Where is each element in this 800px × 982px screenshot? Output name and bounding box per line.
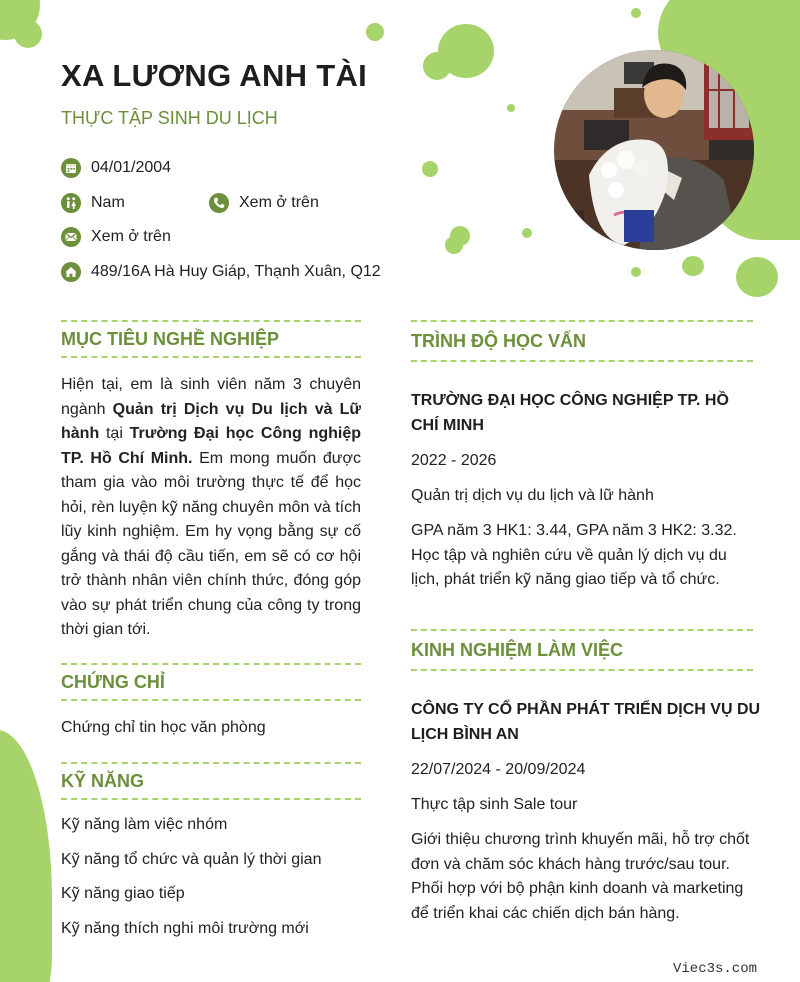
watermark: Viec3s.com (673, 961, 758, 977)
education-school: TRƯỜNG ĐẠI HỌC CÔNG NGHIỆP TP. HỒ CHÍ MINH (411, 392, 729, 434)
experience-section-title: KINH NGHIỆM LÀM VIỆC (411, 629, 753, 671)
objective-text-part-3: Em mong muốn được tham gia vào môi trường thực tế để học hỏi, rèn luyện kỹ năng chuyên môn và tích lũy kinh nghiệm. Em hy vọng bằng sự cố gắng và thái độ cầu tiến, em sẽ có cơ hội trở thành nhân viên chính thức, đóng góp vào sự phát triển chung của công ty trong thời gian tới. (61, 449, 362, 638)
birthdate-value: 04/01/2004 (91, 159, 172, 176)
home-icon (61, 262, 81, 282)
skill-item: Kỹ năng giao tiếp (61, 885, 185, 902)
education-major: Quản trị dịch vụ du lịch và lữ hành (411, 487, 654, 504)
decor-dot (366, 23, 384, 41)
gender-value: Nam (91, 194, 125, 211)
email-value: Xem ở trên (91, 228, 171, 245)
experience-company: CÔNG TY CỔ PHẦN PHÁT TRIỂN DỊCH VỤ DU LỊCH BÌNH AN (411, 701, 761, 743)
decor-dot (423, 52, 451, 80)
gender-row (61, 193, 125, 213)
candidate-name: XA LƯƠNG ANH TÀI (61, 58, 368, 93)
decor-dot (682, 256, 704, 276)
address-row (61, 262, 381, 282)
birthdate-row (61, 158, 171, 178)
objective-section-title: MỤC TIÊU NGHỀ NGHIỆP (61, 320, 361, 358)
decor-dot (445, 236, 463, 254)
email-icon (61, 227, 81, 247)
gender-icon (61, 193, 81, 213)
education-period: 2022 - 2026 (411, 452, 497, 469)
objective-major: Quản trị Dịch vụ Du lịch và Lữ hành (61, 400, 362, 442)
experience-position: Thực tập sinh Sale tour (411, 796, 578, 813)
education-section-title: TRÌNH ĐỘ HỌC VẤN (411, 320, 753, 362)
decor-dot (631, 267, 641, 277)
skill-item: Kỹ năng làm việc nhóm (61, 816, 228, 833)
objective-text-part-1: Hiện tại, em là sinh viên năm 3 chuyên ngành (61, 376, 361, 418)
certificates-section-title: CHỨNG CHỈ (61, 663, 361, 701)
objective-text (61, 373, 361, 643)
calendar-icon (61, 158, 81, 178)
decor-dot (522, 228, 532, 238)
certificate-item: Chứng chỉ tin học văn phòng (61, 719, 266, 736)
job-title: THỰC TẬP SINH DU LỊCH (61, 108, 278, 128)
decor-dot (736, 257, 778, 297)
decor-dot (14, 20, 42, 48)
decor-blob-left-bottom (0, 730, 52, 982)
skill-item: Kỹ năng thích nghi môi trường mới (61, 920, 309, 937)
profile-photo (554, 50, 754, 250)
email-row (61, 227, 171, 247)
education-details: GPA năm 3 HK1: 3.44, GPA năm 3 HK2: 3.32. Học tập và nghiên cứu về quản lý dịch vụ du lịch, phát triển kỹ năng giao tiếp và tổ chức. (411, 522, 737, 588)
phone-row (209, 193, 319, 213)
experience-period: 22/07/2024 - 20/09/2024 (411, 761, 586, 778)
decor-dot (422, 161, 438, 177)
skills-section-title: KỸ NĂNG (61, 762, 361, 800)
experience-details: Giới thiệu chương trình khuyến mãi, hỗ trợ chốt đơn và chăm sóc khách hàng trước/sau tour. Phối hợp với bộ phận kinh doanh và marketing để triển khai các chiến dịch bán hàng. (411, 831, 750, 922)
objective-text-part-2: tại (99, 425, 130, 442)
objective-school: Trường Đại học Công nghiệp TP. Hồ Chí Minh. (61, 425, 361, 467)
phone-icon (209, 193, 229, 213)
decor-dot (507, 104, 515, 112)
phone-value: Xem ở trên (239, 194, 319, 211)
skill-item: Kỹ năng tổ chức và quản lý thời gian (61, 851, 322, 868)
address-value: 489/16A Hà Huy Giáp, Thạnh Xuân, Q12 (91, 263, 381, 280)
decor-dot (631, 8, 641, 18)
